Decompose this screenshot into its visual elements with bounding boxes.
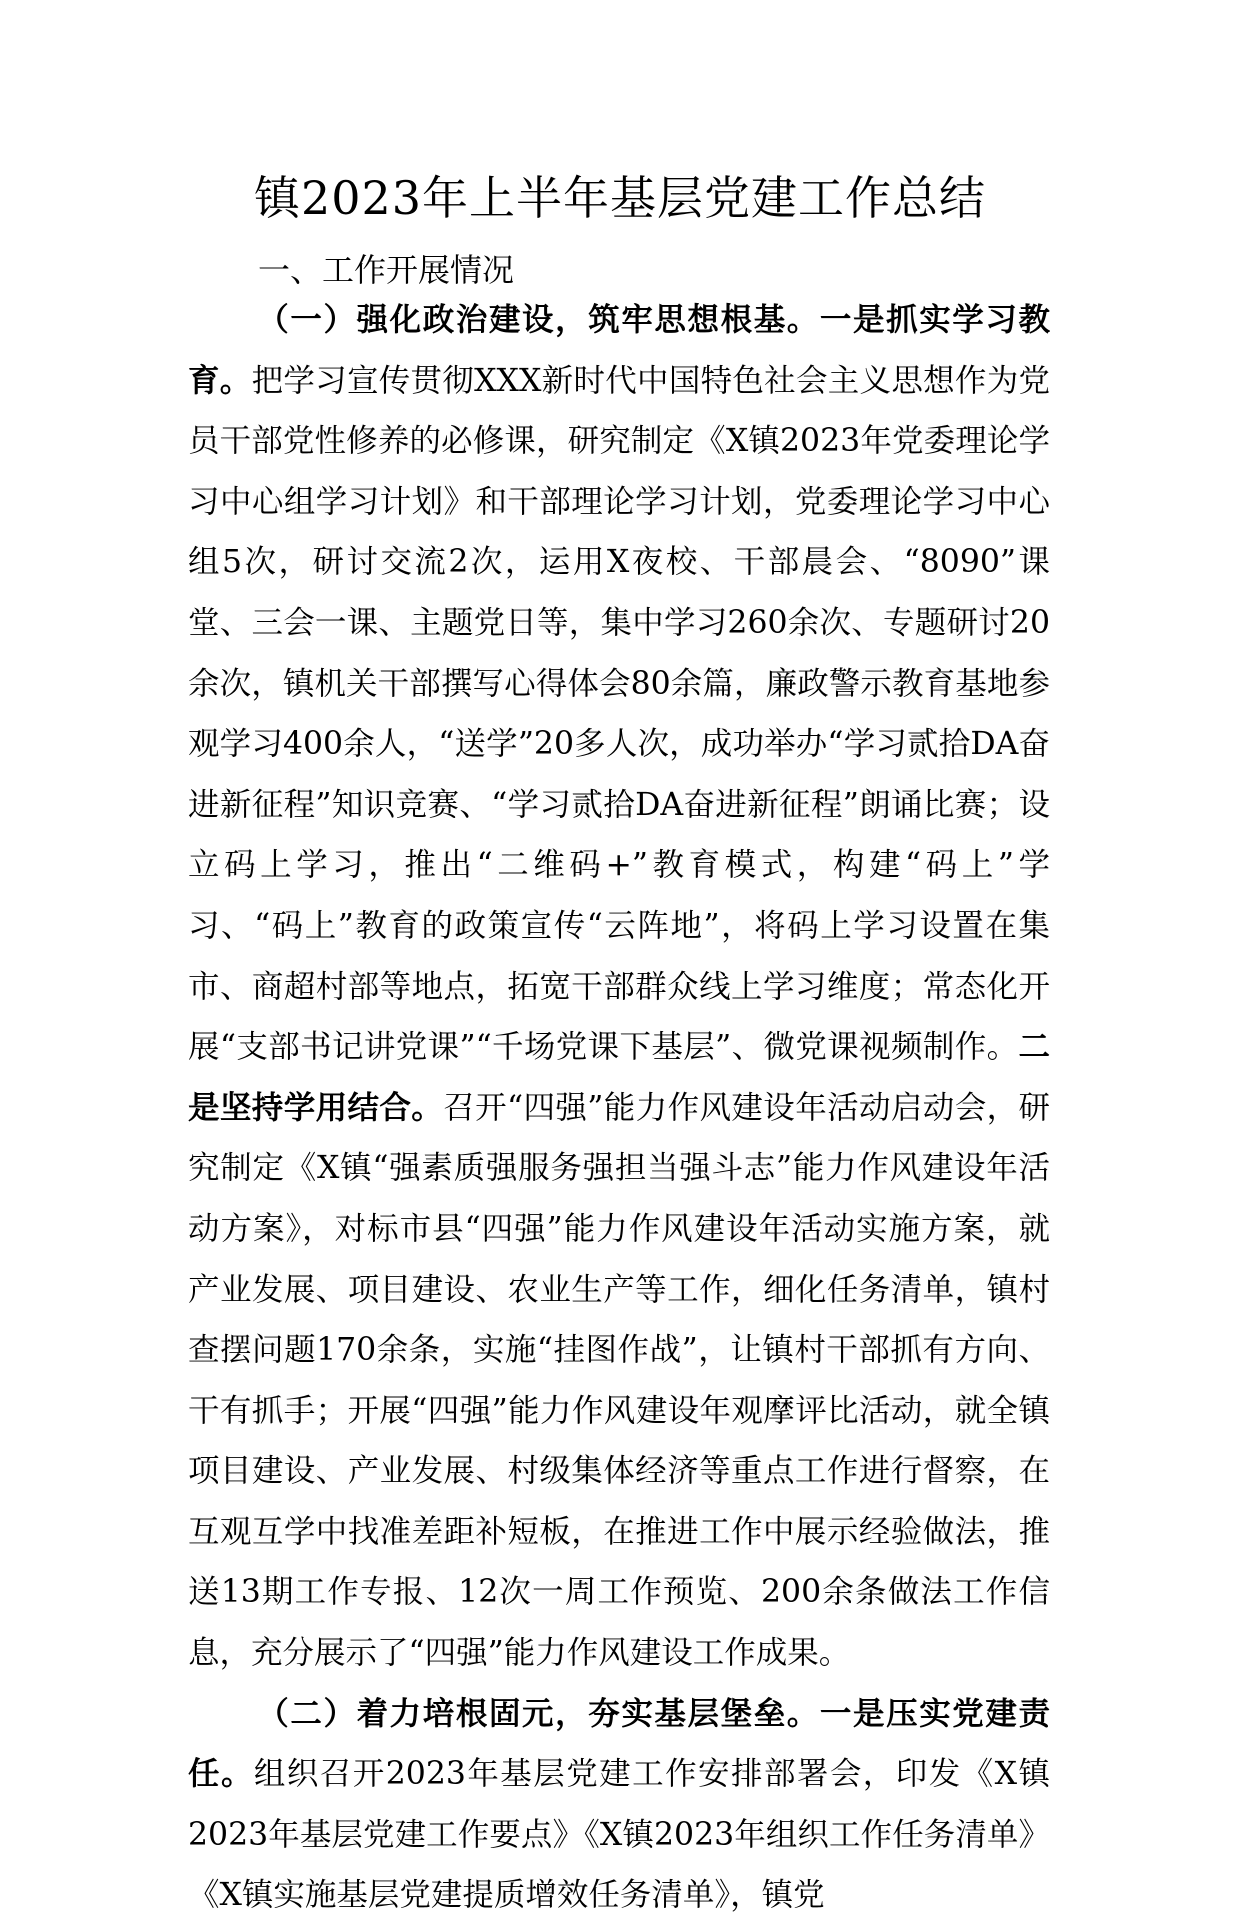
document-body	[188, 290, 1050, 1926]
paragraph-political-building	[188, 290, 1050, 1684]
point-label: 一是压实党建责任。	[188, 1695, 1050, 1793]
point-label: 二是坚持学用结合。	[188, 1029, 1050, 1126]
paragraph-grassroots	[188, 1684, 1050, 1926]
point-label: 一是抓实学习教育。	[188, 302, 1050, 399]
paragraph-heading: （二）着力培根固元，夯实基层堡垒。	[257, 1695, 820, 1732]
paragraph-heading: （一）强化政治建设，筑牢思想根基。	[257, 302, 820, 338]
paragraph-text: 召开“四强”能力作风建设年活动启动会，研究制定《X镇“强素质强服务强担当强斗志”能力作风建设年活动方案》，对标市县“四强”能力作风建设年活动实施方案，就产业发展、项目建设、农业生产等工作，细化任务清单，镇村查摆问题170余条，实施“挂图作战”，让镇村干部抓有方向、干有抓手；开展“四强”能力作风建设年观摩评比活动，就全镇项目建设、产业发展、村级集体经济等重点工作进行督察，在互观互学中找准差距补短板，在推进工作中展示经验做法，推送13期工作专报、12次一周工作预览、200余条做法工作信息，充分展示了“四强”能力作风建设工作成果。	[188, 1089, 1050, 1672]
paragraph-text: 把学习宣传贯彻XXX新时代中国特色社会主义思想作为党员干部党性修养的必修课，研究制定《X镇2023年党委理论学习中心组学习计划》和干部理论学习计划，党委理论学习中心组5次，研讨交流2次，运用X夜校、干部晨会、“8090”课堂、三会一课、主题党日等，集中学习260余次、专题研讨20余次，镇机关干部撰写心得体会80余篇，廉政警示教育基地参观学习400余人，“送学”20多人次，成功举办“学习贰拾DA奋进新征程”知识竞赛、“学习贰拾DA奋进新征程”朗诵比赛；设立码上学习，推出“二维码+”教育模式，构建“码上”学习、“码上”教育的政策宣传“云阵地”，将码上学习设置在集市、商超村部等地点，拓宽干部群众线上学习维度；常态化开展“支部书记讲党课”“千场党课下基层”、微党课视频制作。	[188, 362, 1050, 1066]
section-heading: 一、工作开展情况	[258, 251, 515, 289]
document-title: 镇2023年上半年基层党建工作总结	[253, 171, 987, 225]
paragraph-text: 组织召开2023年基层党建工作安排部署会，印发《X镇2023年基层党建工作要点》《X镇2023年组织工作任务清单》《X镇实施基层党建提质增效任务清单》，镇党	[188, 1756, 1050, 1914]
